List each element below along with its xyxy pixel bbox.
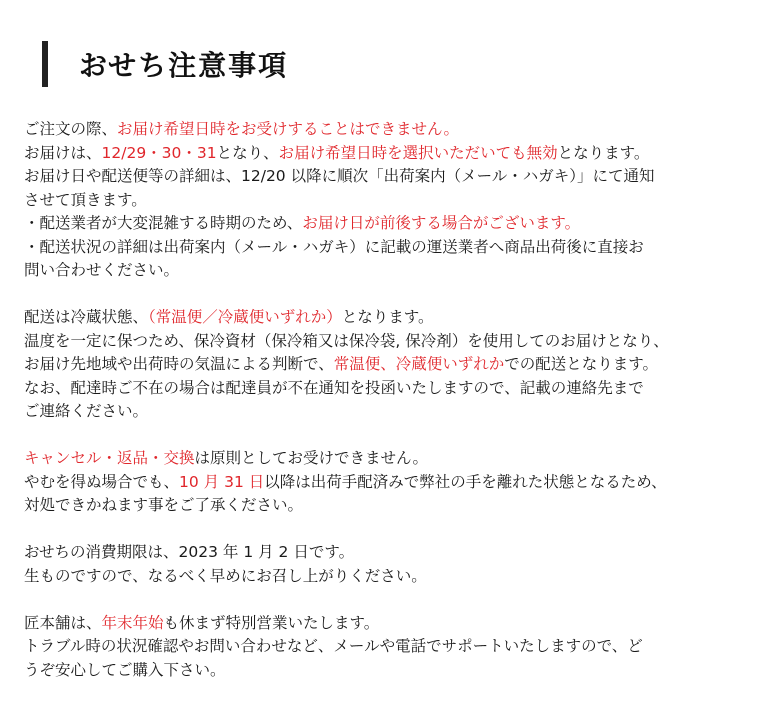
body-text: 問い合わせください。	[24, 261, 180, 279]
body-text: おせちの消費期限は、2023 年 1 月 2 日です。	[24, 543, 355, 561]
notice-line	[24, 353, 746, 377]
notice-line	[24, 377, 746, 401]
notice-line	[24, 612, 746, 636]
notice-header	[42, 40, 288, 88]
page-title: おせち注意事項	[79, 49, 289, 82]
body-text: 温度を一定に保つため、保冷資材（保冷箱又は保冷袋, 保冷剤）を使用してのお届けとなり、	[24, 331, 669, 350]
body-text: お届け先地域や出荷時の気温による判断で、	[24, 355, 334, 373]
highlighted-text: 12/29・30・31	[101, 143, 217, 162]
body-text: となります。	[341, 308, 434, 326]
notice-line	[24, 189, 746, 213]
body-text: 匠本舗は、	[24, 613, 102, 632]
body-text: ・配送状況の詳細は出荷案内（メール・ハガキ）に記載の運送業者へ商品出荷後に直接お	[24, 237, 644, 256]
highlighted-text: 常温便、冷蔵便いずれか	[333, 355, 505, 373]
body-text: お届け日や配送便等の詳細は、12/20 以降に順次「出荷案内（メール・ハガキ）」にて通知	[24, 167, 655, 185]
notice-line	[24, 306, 746, 330]
body-text: ご注文の際、	[24, 120, 118, 138]
header-accent-bar	[42, 41, 48, 87]
body-text: トラブル時の状況確認やお問い合わせなど、メールや電話でサポートいたしますので、ど	[24, 637, 643, 655]
body-text: は原則としてお受けできません。	[194, 449, 428, 467]
notice-paragraph	[24, 612, 746, 683]
body-text: 生ものですので、なるべく早めにお召し上がりください。	[24, 566, 427, 585]
body-text: やむを得ぬ場合でも、	[24, 472, 180, 491]
highlighted-text: お届け日が前後する場合がございます。	[302, 214, 581, 232]
body-text: での配送となります。	[504, 355, 658, 373]
highlighted-text: お届け希望日時を選択いただいても無効	[278, 143, 558, 162]
body-text: ご連絡ください。	[24, 402, 149, 420]
notice-line	[24, 400, 746, 424]
notice-line	[24, 471, 746, 495]
notice-paragraph	[24, 541, 746, 588]
highlighted-text: キャンセル・返品・交換	[24, 449, 195, 467]
notice-body	[24, 118, 746, 706]
notice-line	[24, 118, 746, 142]
highlighted-text: 年末年始	[101, 613, 164, 632]
body-text: ・配送業者が大変混雑する時期のため、	[24, 214, 303, 232]
body-text: 以降は出荷手配済みで弊社の手を離れた状態となるため、	[264, 472, 667, 491]
body-text: させて頂きます。	[24, 190, 147, 209]
notice-line	[24, 635, 746, 659]
highlighted-text: 10 月 31 日	[179, 472, 265, 491]
notice-line	[24, 165, 746, 189]
body-text: 対処できかねます事をご了承ください。	[24, 496, 304, 514]
highlighted-text: お届け希望日時をお受けすることはできません。	[117, 120, 459, 138]
notice-paragraph	[24, 306, 746, 424]
notice-line	[24, 447, 746, 471]
notice-paragraph	[24, 447, 746, 518]
notice-line	[24, 212, 746, 236]
notice-line	[24, 659, 746, 683]
body-text: となり、	[216, 143, 279, 162]
body-text: うぞ安心してご購入下さい。	[24, 660, 226, 679]
notice-line	[24, 142, 746, 166]
notice-line	[24, 330, 746, 354]
notice-paragraph	[24, 118, 746, 283]
body-text: となります。	[557, 143, 650, 162]
notice-line	[24, 494, 746, 518]
notice-line	[24, 259, 746, 283]
body-text: お届けは、	[24, 143, 102, 162]
notice-line	[24, 565, 746, 589]
notice-line	[24, 541, 746, 565]
body-text: なお、配達時ご不在の場合は配達員が不在通知を投函いたしますので、記載の連絡先まで	[24, 378, 644, 397]
notice-line	[24, 236, 746, 260]
highlighted-text: （常温便／冷蔵便いずれか）	[148, 308, 342, 326]
body-text: も休まず特別営業いたします。	[163, 613, 380, 632]
body-text: 配送は冷蔵状態、	[24, 308, 149, 326]
